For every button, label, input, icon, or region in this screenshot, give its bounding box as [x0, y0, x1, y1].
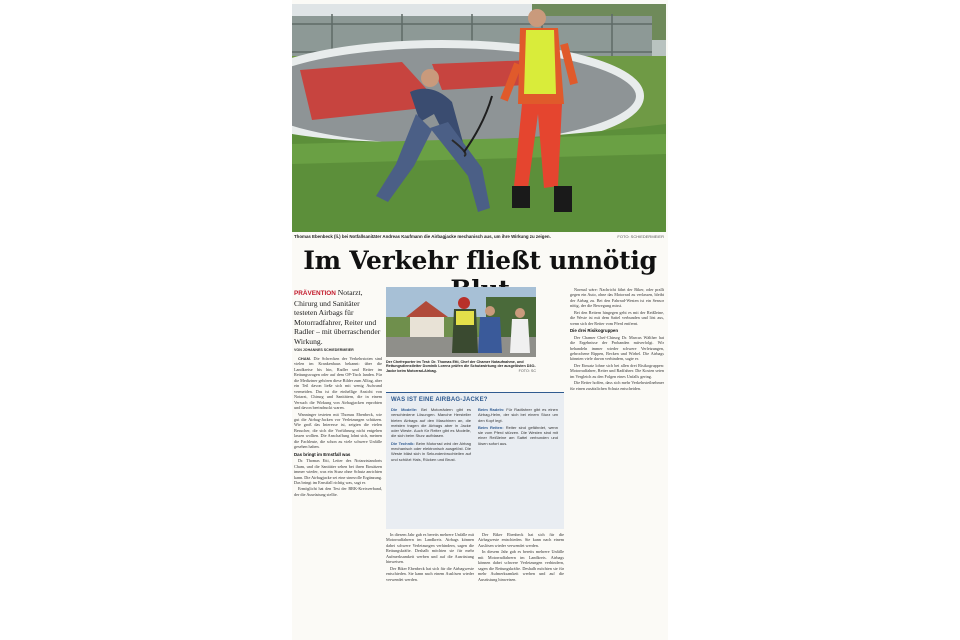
info-item-label: Beim Radeln:: [478, 407, 505, 412]
col3-paragraph: Der Biker Ebenbeck hat sich für die Airbagweste entschieden. Sie kann nach einem Auslösen wieder verwendet werden.: [386, 565, 474, 582]
info-box-column-2: [478, 407, 558, 527]
article-headline: Im Verkehr fließt unnötig: [303, 246, 657, 275]
article-byline: VON JOHANNES SCHIEDERMEIER: [294, 348, 354, 352]
info-box: [386, 392, 564, 529]
inset-caption-text: Der Chefreporter im Test: Dr. Thomas Etti, Chef der Chamer Notaufnahme, und Rettungsdienstleiter Dominik Lorenz prüfen die Schutzwirkung der ausgelösten D3O-Jacke beim Motorrad-Airbag.: [386, 360, 536, 373]
col3-paragraph: In diesem Jahr gab es bereits mehrere Unfälle mit Motorradfahrern im Landkreis. Airbags können dabei schwere Verletzungen verhindern, sagen die Rettungskräfte. Deshalb möchten sie für mehr Aufmerksamkeit werben und auf die Ausrüstung hinweisen.: [386, 532, 474, 565]
inset-caption: [386, 360, 536, 373]
info-box-column-1: [391, 407, 471, 527]
col4-paragraph: Bei den Reitern hingegen geht es mit der Reißleine, die Weste ist mit dem Sattel verbunden und löst aus, wenn sich der Reiter vom Pferd entfernt.: [570, 309, 664, 326]
info-box-item: [391, 441, 471, 462]
article-column-1: [294, 356, 382, 640]
col1-subhead: Das bringt im Ernstfall was: [294, 451, 351, 457]
hero-caption: Thomas Ebenbeck (li.) bei Notfallsanitäter Andreas Kaufmann die Airbagjacke mechanisch aus, um ihre Wirkung zu zeigen.: [294, 234, 551, 239]
info-box-item: [391, 407, 471, 439]
dateline: CHAM.: [298, 356, 312, 361]
info-box-item: [478, 425, 558, 446]
col1-paragraph: Dr. Thomas Etti, Leiter des Notarztstandorts Cham, und die Sanitäter sehen bei ihren Einsätzen immer wieder, was ein Sturz ohne Schutz anrichten kann. Die Airbagjacke sei eine sinnvolle Ergänzung. Das bringt im Ernstfall richtig was, sagt er.: [294, 458, 382, 485]
inset-photo-illustration: [386, 287, 536, 357]
teaser-kicker: PRÄVENTION: [294, 290, 336, 297]
info-item-text: Beim Motorrad wird der Airbag mechanisch oder elektronisch ausgelöst. Die Weste bläst sich in Sekundenbruchteilen auf und schützt Hals, Rücken und Brust.: [391, 440, 471, 462]
col3-paragraph: In diesem Jahr gab es bereits mehrere Unfälle mit Motorradfahrern im Landkreis. Airbags können dabei schwere Verletzungen verhindern, sagen die Rettungskräfte. Deshalb möchten sie für mehr Aufmerksamkeit werben und auf die Ausrüstung hinweisen.: [478, 549, 564, 582]
article-column-2: [386, 532, 474, 640]
col1-paragraph: Wanninger testeten mit Thomas Ebenbeck, wie gut die Airbag-Jacken vor Verletzungen schützen. Wie groß das Interesse ist, zeigten die vielen Besucher, die sich die Vorführung nicht entgehen lassen wollten. Die Anschaffung lohnt sich, meinen die Fachleute, die schon zu viele schwere Unfälle gesehen haben.: [294, 411, 382, 450]
inset-photo: [386, 287, 536, 357]
col4-paragraph: Der Chamer Chef-Chirurg Dr. Marcus Wälther hat die Ergebnisse der Probanden mitverfolgt. Wir behandeln immer wieder schwere Verletzungen, gebrochene Rippen, Becken und Wirbel. Die Airbags könnten viele davon verhindern, sagte er.: [570, 334, 664, 362]
info-item-label: Beim Reiten:: [478, 424, 504, 430]
info-item-text: Reiter sind gefährdet, wenn sie vom Pferd stürzen. Die Westen sind mit einer Reißleine am Sattel verbunden und lösen sofort aus.: [478, 424, 558, 446]
hero-photo-illustration: [292, 4, 666, 232]
col4-paragraph: Die Retter hoffen, dass sich mehr Verkehrsteilnehmer für einen zusätzlichen Schutz entscheiden.: [570, 380, 664, 391]
newspaper-page: [292, 0, 668, 640]
inset-photo-credit: FOTO: SC: [518, 368, 536, 373]
info-item-text: Bei Motorrädern gibt es verschiedene Lösungen. Manche Hersteller bieten Airbags auf den Maschinen an, die meisten tragen die Airbags aber in Jacke oder Weste. Auch für Reiter gibt es Modelle, die sich beim Sturz aufblasen.: [391, 407, 471, 439]
col1-paragraph: Die Schrecken der Verkehrstoten sind vielen im Krankenhaus bekannt: über die Landkreise bis hin, Radler und Reiter im Rettungswagen oder auf dem OP-Tisch landen. Für die Mediziner gehören diese Bilder zum Alltag, aber ein Teil davon ließe sich mit wenig Aufwand vermeiden. Das ist die einhellige Ansicht von Notarzt, Chirurg und Sanitätern, die in einem Versuch die Wirkung von Airbagjacken erprobten und davon beeindruckt waren.: [294, 356, 382, 411]
teaser-text: Notarzt, Chirurg und Sanitäter testeten Airbags für Motorradfahrer, Reiter und Radler – mit überraschender Wirkung.: [294, 288, 381, 346]
article-column-3: [478, 532, 564, 640]
col4-paragraph: Normal wäre: Nachricht fährt der Biker, oder prallt gegen ein Auto, ohne das Motorrad zu verlassen, bleibt der Airbag zu. Bei den Fahrrad-Westen ist ein Sensor nötig, der die Bewegung misst.: [570, 287, 664, 309]
article-teaser: [294, 288, 382, 347]
info-item-label: Die Technik:: [391, 440, 415, 446]
info-item-text: Für Radfahrer gibt es einen Airbag-Helm, der sich bei einem Sturz um den Kopf legt.: [478, 407, 558, 423]
info-box-title: WAS IST EINE AIRBAG-JACKE?: [391, 397, 488, 403]
hero-photo-credit: FOTO: SCHIEDERMEIER: [617, 234, 664, 239]
info-item-label: Die Modelle:: [391, 407, 418, 412]
col3-paragraph: Der Biker Ebenbeck hat sich für die Airbagweste entschieden. Sie kann nach einem Auslösen wieder verwendet werden.: [478, 532, 564, 548]
hero-photo: [292, 4, 666, 232]
col4-subhead: Die drei Risikogruppen: [570, 328, 619, 334]
col1-paragraph: Ermöglicht hat den Test der BRK-Kreisverband, der die Ausrüstung stellte.: [294, 486, 382, 497]
article-column-4: [570, 287, 664, 640]
col4-paragraph: Der Einsatz lohne sich bei allen drei Risikogruppen: Motorradfahrer, Reiter und Radfahrer. Die Kosten seien im Vergleich zu den Folgen eines Unfalls gering.: [570, 362, 664, 379]
info-box-item: [478, 407, 558, 423]
